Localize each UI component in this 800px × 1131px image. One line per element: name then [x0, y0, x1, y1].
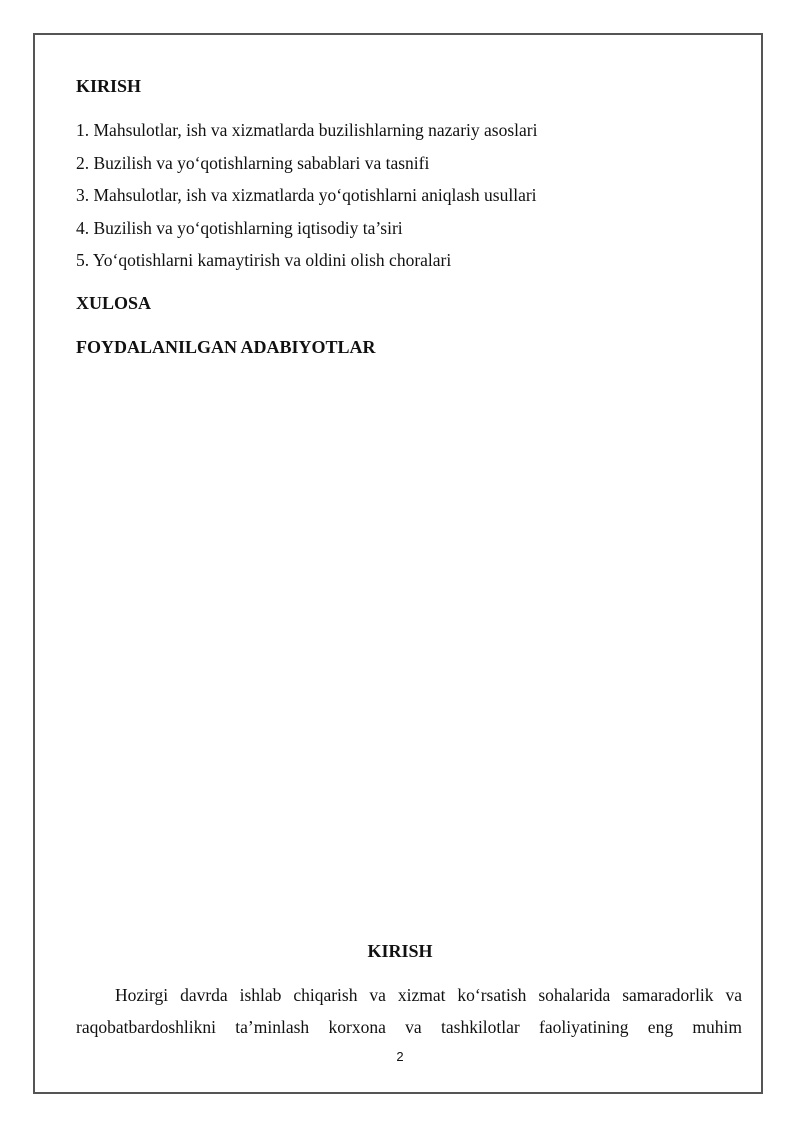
paragraph-line-2: raqobatbardoshlikni ta’minlash korxona va tashkilotlar faoliyatining eng muhim	[76, 1017, 742, 1037]
toc-item-2: 2. Buzilish va yo‘qotishlarning sabablari va tasnifi	[76, 153, 430, 173]
toc-item-5: 5. Yo‘qotishlarni kamaytirish va oldini olish choralari	[76, 250, 452, 270]
toc-references-heading: FOYDALANILGAN ADABIYOTLAR	[76, 337, 376, 357]
toc-item-4: 4. Buzilish va yo‘qotishlarning iqtisodiy ta’siri	[76, 218, 403, 238]
intro-paragraph	[76, 979, 742, 1043]
toc-item-3: 3. Mahsulotlar, ish va xizmatlarda yo‘qotishlarni aniqlash usullari	[76, 185, 537, 205]
toc-conclusion-heading: XULOSA	[76, 293, 152, 313]
paragraph-line-1: Hozirgi davrda ishlab chiqarish va xizmat ko‘rsatish sohalarida samaradorlik va	[115, 985, 742, 1005]
page-number: 2	[396, 1049, 404, 1064]
toc-intro-heading: KIRISH	[76, 76, 142, 96]
toc-item-1: 1. Mahsulotlar, ish va xizmatlarda buzilishlarning nazariy asoslari	[76, 120, 538, 140]
section-heading: KIRISH	[367, 941, 433, 961]
